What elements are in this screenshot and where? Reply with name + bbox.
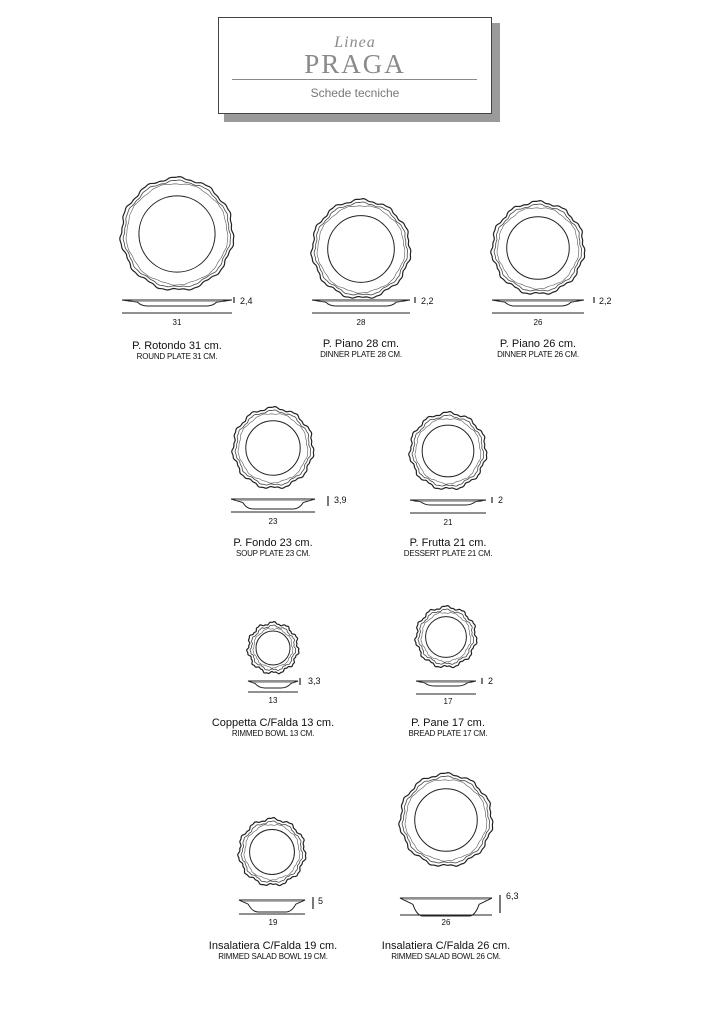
product-name-en: RIMMED BOWL 13 CM. [231,729,315,738]
product-name-en: BREAD PLATE 17 CM. [408,729,488,738]
product-name-it: P. Piano 26 cm. [499,338,577,350]
product-name-it: P. Rotondo 31 cm. [132,340,222,352]
product-name-en: ROUND PLATE 31 CM. [136,352,218,361]
height-label: 3,3 [308,676,321,686]
product-name-it: Insalatiera C/Falda 19 cm. [208,940,338,952]
height-label: 2,2 [421,296,434,306]
plate-outer-rim [399,773,493,867]
product-name-en: SOUP PLATE 23 CM. [235,549,311,558]
product-name-en: DESSERT PLATE 21 CM. [403,549,493,558]
height-label: 2,4 [240,296,253,306]
height-label: 5 [318,896,324,906]
product-name-it: Insalatiera C/Falda 26 cm. [381,940,511,952]
diameter-label: 13 [268,696,278,705]
height-label: 3,9 [334,495,347,505]
height-label: 6,3 [506,891,519,901]
height-label: 2,2 [599,296,612,306]
diameter-label: 28 [356,318,366,327]
product-name-it: P. Fondo 23 cm. [233,537,313,549]
product-name-it: P. Frutta 21 cm. [409,537,487,549]
header-collection-title: PRAGA [304,49,406,79]
diameter-label: 23 [268,517,278,526]
product-name-it: Coppetta C/Falda 13 cm. [211,717,335,729]
product-name-it: P. Pane 17 cm. [411,717,485,729]
product-name-en: DINNER PLATE 26 CM. [497,350,579,359]
height-label: 2 [498,495,504,505]
product-name-en: DINNER PLATE 28 CM. [320,350,402,359]
diameter-label: 31 [172,318,182,327]
header-line-word: Linea [334,34,376,51]
plate-well [415,789,478,852]
height-label: 2 [488,676,494,686]
diameter-label: 26 [441,918,451,927]
diameter-label: 26 [533,318,543,327]
diameter-label: 19 [268,918,278,927]
diameter-label: 17 [443,697,453,706]
header-subtitle: Schede tecniche [310,86,400,100]
product-name-en: RIMMED SALAD BOWL 26 CM. [391,952,501,961]
plate-rim-inner-edge [405,780,487,861]
product-name-it: P. Piano 28 cm. [322,338,400,350]
product-name-en: RIMMED SALAD BOWL 19 CM. [218,952,328,961]
plate-side-profile [400,898,492,916]
diameter-label: 21 [443,518,453,527]
